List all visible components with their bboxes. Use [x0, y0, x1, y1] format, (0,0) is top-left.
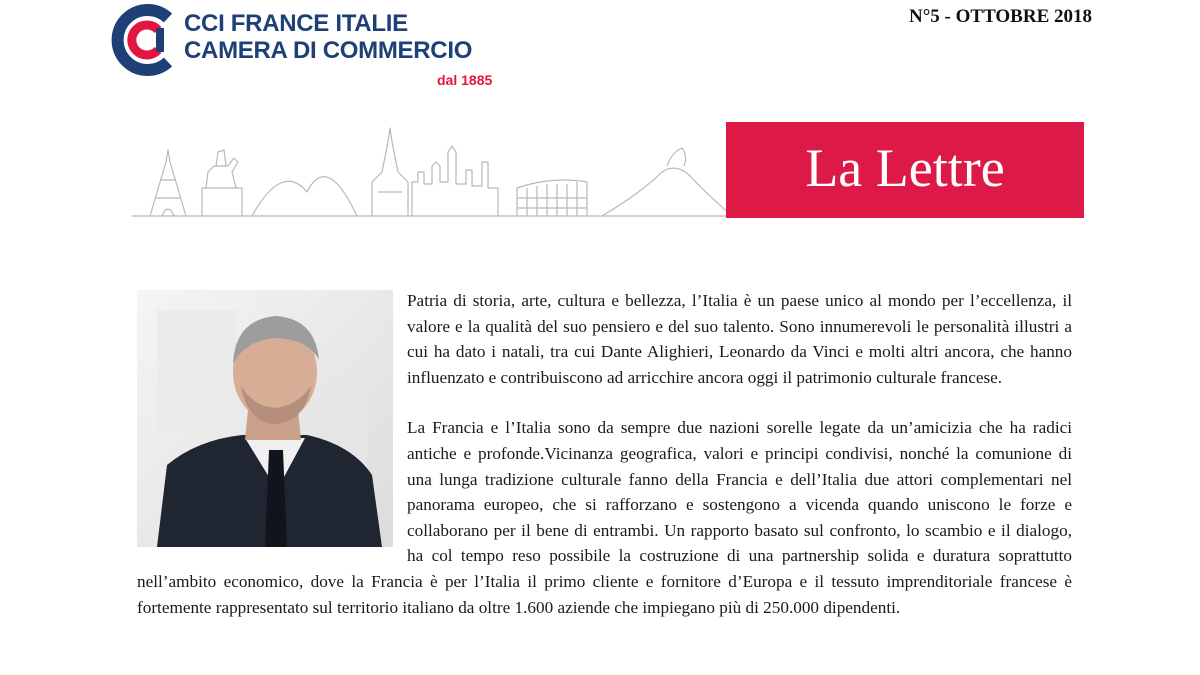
logo-wordmark: [184, 10, 472, 64]
article-body: [137, 288, 1072, 645]
issue-number: N°5 - OTTOBRE 2018: [908, 6, 1092, 27]
paragraph-relations: La Francia e l’Italia sono da sempre due nazioni sorelle legate da un’amicizia che ha radici antiche e profonde.Vicinanza geografica, valori e principi condivisi, nonché la comunione di una lunga tradizione culturale fanno della Francia e dell’Italia due attori complementari nel panorama europeo, che si rafforzano e sostengono a vicenda quando uniscono le forze e collaborano per il bene di entrambi. Un rapporto basato sul confronto, lo scambio e il dialogo, ha col tempo reso possibile la costruzione di una partnership solida e duratura soprattutto nell’ambito economico, dove la Francia è per l’Italia il primo cliente e fornitore d’Europa e il tessuto imprenditoriale francese è fortemente rappresentato sul territorio italiano da oltre 1.600 aziende che impiegano più di 250.000 dipendenti.: [137, 418, 1072, 617]
banner-title: La Lettre: [805, 138, 1005, 198]
france-italy-skyline-illustration: [132, 122, 732, 222]
paragraph-intro: Patria di storia, arte, cultura e bellezza, l’Italia è un paese unico al mondo per l’eccellenza, il valore e la qualità del suo pensiero e del suo talento. Sono innumerevoli le personalità illustri a cui ha dato i natali, tra cui Dante Alighieri, Leonardo da Vinci e molti altri ancora, che hanno influenzato e contribuiscono ad arricchire ancora oggi il patrimonio culturale francese.: [407, 291, 1072, 387]
logo-since: dal 1885: [437, 72, 493, 88]
logo-line-2: CAMERA DI COMMERCIO: [184, 37, 473, 64]
logo-line-1: CCI FRANCE ITALIE: [184, 10, 408, 37]
photo-spacer: [137, 288, 407, 558]
cci-logo[interactable]: [110, 4, 510, 90]
cci-logo-icon: [110, 4, 182, 76]
la-lettre-banner: [726, 122, 1084, 218]
